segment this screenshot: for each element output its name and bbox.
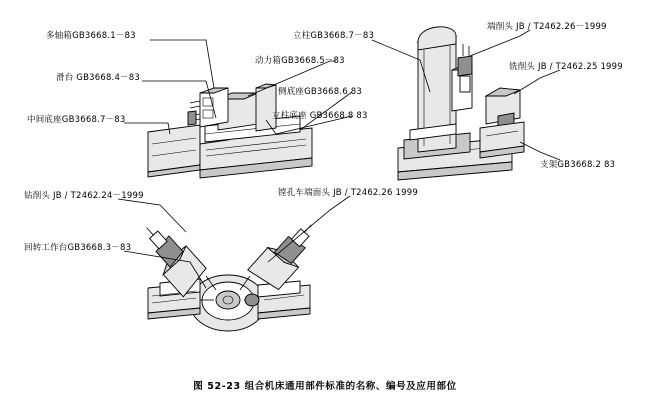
label-side-base: 侧底座GB3668.6 83 [278, 87, 362, 97]
label-column-base: 立柱底座 GB3668.8 83 [272, 111, 368, 121]
label-slide-table: 滑台 GB3668.4－83 [56, 73, 140, 83]
drawing-top-right [398, 27, 524, 180]
label-milling-head: 铣削头 JB / T2462.25 1999 [509, 62, 623, 72]
drawing-bottom [133, 213, 326, 331]
label-bracket: 支架GB3668.2 83 [540, 160, 616, 170]
label-drilling-head: 钻削头 JB / T2462.24－1999 [24, 191, 144, 201]
label-multi-spindle-box: 多轴箱GB3668.1－83 [46, 31, 136, 41]
label-rotary-table: 回转工作台GB3668.3－83 [24, 243, 132, 253]
label-middle-base: 中间底座GB3668.7－83 [27, 115, 126, 125]
label-power-box: 动力箱GB3668.5－83 [255, 56, 345, 66]
label-facing-head: 端削头 JB / T2462.26－1999 [487, 22, 607, 32]
label-boring-facing-head: 镗孔车端面头 JB / T2462.26 1999 [278, 188, 418, 198]
label-column: 立柱GB3668.7－83 [293, 31, 375, 41]
figure-caption: 图 52-23 组合机床通用部件标准的名称、编号及应用部位 [193, 381, 457, 392]
